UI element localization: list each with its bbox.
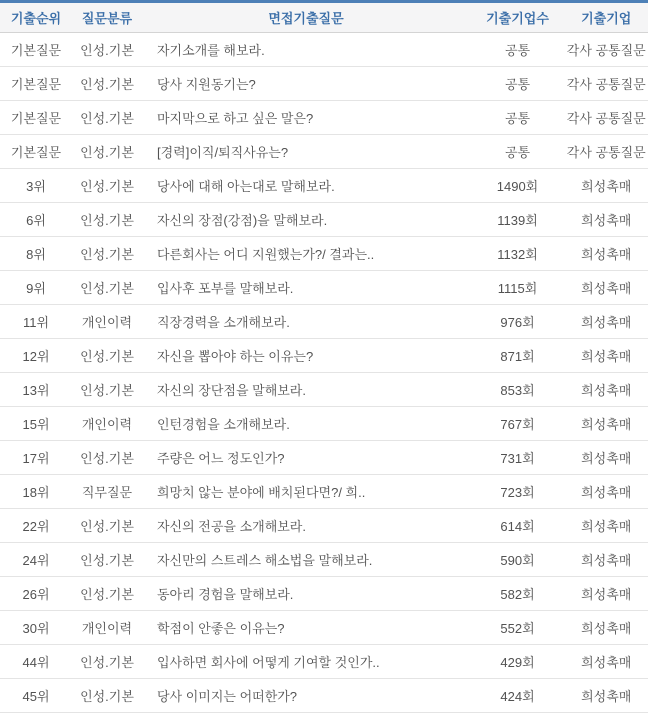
table-header [0,2,648,33]
company-cell: 희성촉매 [565,509,648,543]
company-count-cell: 429회 [470,645,565,679]
company-count-cell: 424회 [470,679,565,713]
question-table-body [0,33,648,713]
table-row[interactable] [0,305,648,339]
company-cell: 희성촉매 [565,305,648,339]
category-cell: 인성.기본 [72,373,142,407]
table-row[interactable] [0,407,648,441]
question-cell: 당사 이미지는 어떠한가? [142,679,470,713]
company-cell: 희성촉매 [565,475,648,509]
rank-cell: 13위 [0,373,72,407]
company-cell: 희성촉매 [565,611,648,645]
company-cell: 각사 공통질문 [565,135,648,169]
table-row[interactable] [0,101,648,135]
rank-cell: 6위 [0,203,72,237]
rank-cell: 11위 [0,305,72,339]
column-header-rank: 기출순위 [0,2,72,33]
company-count-cell: 공통 [470,67,565,101]
rank-cell: 44위 [0,645,72,679]
category-cell: 인성.기본 [72,237,142,271]
rank-cell: 22위 [0,509,72,543]
question-cell: 자신만의 스트레스 해소법을 말해보라. [142,543,470,577]
column-header-company-count: 기출기업수 [470,2,565,33]
company-cell: 희성촉매 [565,407,648,441]
company-count-cell: 1132회 [470,237,565,271]
rank-cell: 30위 [0,611,72,645]
company-cell: 희성촉매 [565,543,648,577]
column-header-question: 면접기출질문 [142,2,470,33]
company-cell: 희성촉매 [565,577,648,611]
company-count-cell: 871회 [470,339,565,373]
rank-cell: 45위 [0,679,72,713]
table-row[interactable] [0,33,648,67]
category-cell: 인성.기본 [72,169,142,203]
category-cell: 직무질문 [72,475,142,509]
category-cell: 인성.기본 [72,543,142,577]
company-cell: 각사 공통질문 [565,101,648,135]
company-cell: 각사 공통질문 [565,67,648,101]
rank-cell: 3위 [0,169,72,203]
rank-cell: 기본질문 [0,135,72,169]
table-row[interactable] [0,475,648,509]
category-cell: 인성.기본 [72,645,142,679]
company-cell: 각사 공통질문 [565,33,648,67]
rank-cell: 기본질문 [0,101,72,135]
company-count-cell: 614회 [470,509,565,543]
table-row[interactable] [0,271,648,305]
company-cell: 희성촉매 [565,169,648,203]
company-cell: 희성촉매 [565,271,648,305]
header-row [0,2,648,33]
company-count-cell: 582회 [470,577,565,611]
question-cell: 학점이 안좋은 이유는? [142,611,470,645]
category-cell: 인성.기본 [72,271,142,305]
question-cell: 입사하면 회사에 어떻게 기여할 것인가.. [142,645,470,679]
table-row[interactable] [0,237,648,271]
category-cell: 인성.기본 [72,101,142,135]
rank-cell: 8위 [0,237,72,271]
category-cell: 개인이력 [72,407,142,441]
question-cell: 자신의 전공을 소개해보라. [142,509,470,543]
column-header-category: 질문분류 [72,2,142,33]
question-cell: 희망치 않는 분야에 배치된다면?/ 희.. [142,475,470,509]
table-row[interactable] [0,577,648,611]
company-count-cell: 공통 [470,101,565,135]
company-cell: 희성촉매 [565,645,648,679]
rank-cell: 26위 [0,577,72,611]
rank-cell: 17위 [0,441,72,475]
table-row[interactable] [0,169,648,203]
table-row[interactable] [0,373,648,407]
table-row[interactable] [0,679,648,713]
table-row[interactable] [0,339,648,373]
company-cell: 희성촉매 [565,237,648,271]
table-row[interactable] [0,135,648,169]
company-cell: 희성촉매 [565,339,648,373]
question-cell: 당사에 대해 아는대로 말해보라. [142,169,470,203]
company-count-cell: 공통 [470,135,565,169]
company-count-cell: 공통 [470,33,565,67]
question-cell: 마지막으로 하고 싶은 말은? [142,101,470,135]
question-cell: 동아리 경험을 말해보라. [142,577,470,611]
question-cell: 당사 지원동기는? [142,67,470,101]
question-cell: 직장경력을 소개해보라. [142,305,470,339]
category-cell: 인성.기본 [72,33,142,67]
company-count-cell: 723회 [470,475,565,509]
question-cell: 자신의 장점(강점)을 말해보라. [142,203,470,237]
company-count-cell: 731회 [470,441,565,475]
category-cell: 인성.기본 [72,441,142,475]
category-cell: 인성.기본 [72,679,142,713]
rank-cell: 18위 [0,475,72,509]
question-cell: 자기소개를 해보라. [142,33,470,67]
column-header-company: 기출기업 [565,2,648,33]
rank-cell: 12위 [0,339,72,373]
company-count-cell: 767회 [470,407,565,441]
category-cell: 개인이력 [72,305,142,339]
category-cell: 인성.기본 [72,577,142,611]
question-cell: [경력]이직/퇴직사유는? [142,135,470,169]
company-count-cell: 1490회 [470,169,565,203]
rank-cell: 기본질문 [0,33,72,67]
question-cell: 주량은 어느 정도인가? [142,441,470,475]
table-row[interactable] [0,441,648,475]
question-cell: 인턴경험을 소개해보라. [142,407,470,441]
company-count-cell: 590회 [470,543,565,577]
category-cell: 인성.기본 [72,203,142,237]
question-cell: 다른회사는 어디 지원했는가?/ 결과는.. [142,237,470,271]
category-cell: 인성.기본 [72,509,142,543]
table-row[interactable] [0,509,648,543]
question-cell: 입사후 포부를 말해보라. [142,271,470,305]
company-cell: 희성촉매 [565,373,648,407]
rank-cell: 15위 [0,407,72,441]
company-count-cell: 853회 [470,373,565,407]
category-cell: 인성.기본 [72,67,142,101]
table-row[interactable] [0,543,648,577]
company-count-cell: 1139회 [470,203,565,237]
company-count-cell: 1115회 [470,271,565,305]
table-row[interactable] [0,203,648,237]
company-count-cell: 976회 [470,305,565,339]
category-cell: 인성.기본 [72,339,142,373]
rank-cell: 9위 [0,271,72,305]
company-count-cell: 552회 [470,611,565,645]
rank-cell: 24위 [0,543,72,577]
question-cell: 자신을 뽑아야 하는 이유는? [142,339,470,373]
table-row[interactable] [0,611,648,645]
category-cell: 개인이력 [72,611,142,645]
question-cell: 자신의 장단점을 말해보라. [142,373,470,407]
category-cell: 인성.기본 [72,135,142,169]
company-cell: 희성촉매 [565,441,648,475]
company-cell: 희성촉매 [565,203,648,237]
rank-cell: 기본질문 [0,67,72,101]
table-row[interactable] [0,67,648,101]
table-row[interactable] [0,645,648,679]
company-cell: 희성촉매 [565,679,648,713]
